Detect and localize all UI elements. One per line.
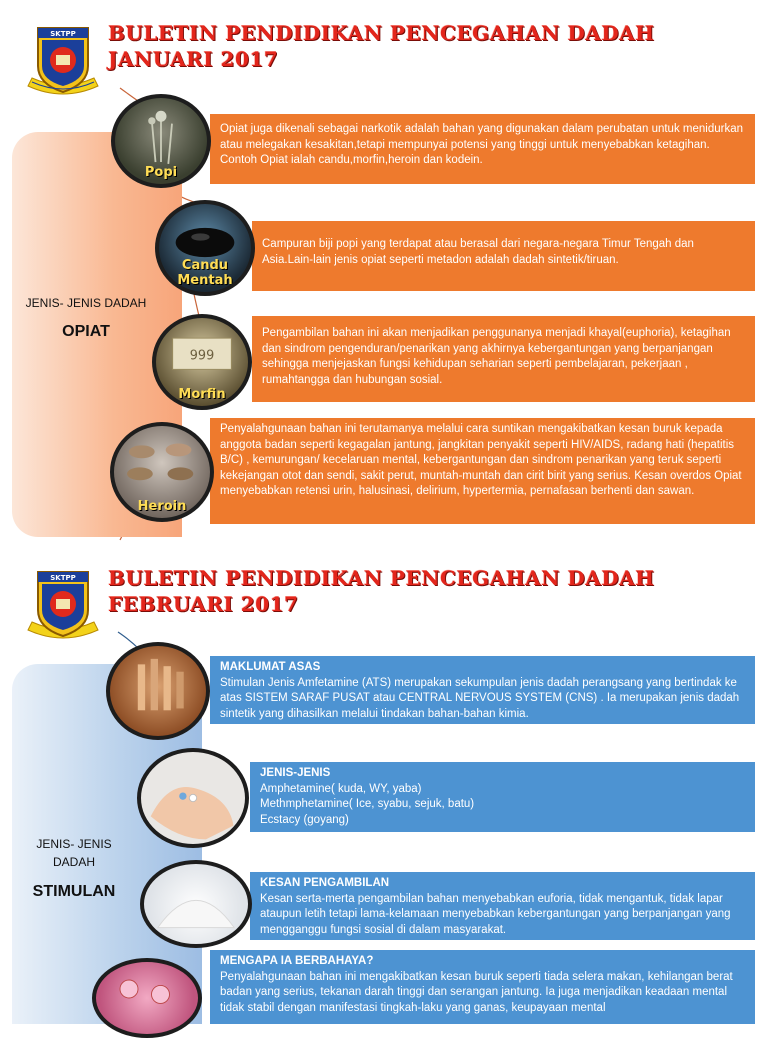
stimulan-heading-3: KESAN PENGAMBILAN: [260, 877, 390, 889]
bulletin2-title: [108, 565, 748, 617]
opiat-info-text-2: Campuran biji popi yang terdapat atau berasal dari negara-negara Timur Tengah dan Asia.Lain-lain jenis opiat seperti metadon adalah dadah sintetik/tiruan.: [262, 238, 694, 266]
bulletin1-title-line1: BULETIN PENDIDIKAN PENCEGAHAN DADAH: [108, 21, 655, 45]
opiat-info-box-1: [210, 114, 755, 184]
stimulan-side-title: STIMULAN: [32, 883, 116, 900]
candu-mentah-photo: [155, 200, 255, 296]
opiat-info-text-1: Opiat juga dikenali sebagai narkotik adalah bahan yang digunakan dalam perubatan untuk menidurkan atau melegakan kesakitan,tetapi mempunyai potensi yang tinggi untuk menyebabkan ketagihan. Contoh Opiat ialah candu,morfin,heroin dan kodein.: [220, 123, 743, 166]
heroin-caption: Heroin: [137, 499, 187, 514]
school-logo: [22, 20, 104, 102]
candu-mentah-caption: Candu Mentah: [177, 258, 233, 288]
stimulan-type-1: Amphetamine( kuda, WY, yaba): [260, 782, 422, 795]
hand-pills-photo: [137, 748, 249, 848]
stimulan-info-box-3: [250, 872, 755, 940]
stimulan-side-label-1: JENIS- JENIS: [36, 837, 112, 851]
opiat-info-text-4: Penyalahgunaan bahan ini terutamanya melalui cara suntikan mengakibatkan kesan buruk kepada anggota badan seperti kegagalan jantung, jangkitan penyakit seperti HIV/AIDS, radang hati (hepatitis B/C) , kemurungan/ kecelaruan mental, kebergantungan dan sindrom penarikan yang teruk seperti kekejangan otot dan sendi, sakit perut, muntah-muntah dan cirit birit yang serius. Kesan overdos Opiat menyebabkan retensi urin, halusinasi, delirium, hypertermia, pernafasan berhenti dan sawan.: [220, 423, 742, 497]
stimulan-type-3: Ecstacy (goyang): [260, 813, 349, 826]
white-powder-photo: [140, 860, 252, 948]
stimulan-side-label: [14, 835, 134, 871]
pink-pills-photo: [92, 958, 202, 1038]
opiat-info-box-2: [252, 221, 755, 291]
stimulan-info-box-4: [210, 950, 755, 1024]
stimulan-info-text-1: Stimulan Jenis Amfetamine (ATS) merupakan sekumpulan jenis dadah perangsang yang bertindak ke atas SISTEM SARAF PUSAT atau CENTRAL NERVOUS SYSTEM (CNS) . Ia merupakan jenis dadah sintetik yang dihasilkan melalui tindakan bahan-bahan kimia.: [220, 676, 740, 720]
stimulan-info-text-4: Penyalahgunaan bahan ini mengakibatkan kesan buruk seperti tiada selera makan, kehilangan berat badan yang serius, tekanan darah tinggi dan serangan jantung. Ia juga menjadikan keadaan mental tidak stabil dengan manifestasi tingkah-laku yang ganas, keupayaan mental: [220, 970, 733, 1014]
morfin-photo: [152, 314, 252, 410]
svg-text:999: 999: [189, 348, 215, 364]
stimulan-side-label-2: DADAH: [52, 855, 95, 869]
stimulan-heading-2: JENIS-JENIS: [260, 767, 331, 779]
logo-banner-text-2: SKTPP: [50, 574, 76, 582]
stimulan-type-2: Methmphetamine( Ice, syabu, sejuk, batu): [260, 798, 475, 810]
ats-pills-photo: [106, 642, 210, 740]
bulletin1-title: [108, 20, 748, 72]
opiat-side-label: JENIS- JENIS DADAH: [25, 296, 147, 310]
opiat-side-title: OPIAT: [62, 323, 110, 340]
bulletin1-title-line2: JANUARI 2017: [108, 47, 279, 71]
stimulan-info-box-1: [210, 656, 755, 724]
stimulan-info-text-3: Kesan serta-merta pengambilan bahan menyebabkan euforia, tidak mengantuk, tidak lapar ataupun letih tetapi lama-kelamaan menyebabkan kebergantungan yang berpanjangan yang mengganggu fungsi sosial di dalam masyarakat.: [260, 892, 731, 936]
popi-caption: Popi: [144, 165, 178, 180]
stimulan-heading-4: MENGAPA IA BERBAHAYA?: [220, 955, 374, 967]
opiat-info-box-4: [210, 418, 755, 524]
opiat-info-box-3: [252, 316, 755, 402]
morfin-caption: Morfin: [178, 387, 226, 402]
popi-photo: [111, 94, 211, 188]
stimulan-info-box-2: [250, 762, 755, 832]
heroin-photo: [110, 422, 214, 522]
opiat-info-text-3: Pengambilan bahan ini akan menjadikan penggunanya menjadi khayal(euphoria), ketagihan dan sindrom pengenduran/penarikan yang akhirnya kebergantungan yang berpanjangan sehingga menjejaskan fungsi kehidupan seharian seperti pembelajaran, pekerjaan , rumahtangga dan hubungan sosial.: [262, 327, 731, 386]
school-logo-2: [22, 564, 104, 646]
bulletin2-title-line2: FEBRUARI 2017: [108, 592, 299, 616]
bulletin2-title-line1: BULETIN PENDIDIKAN PENCEGAHAN DADAH: [108, 566, 655, 590]
stimulan-heading-1: MAKLUMAT ASAS: [220, 661, 321, 673]
logo-banner-text: SKTPP: [50, 30, 76, 38]
